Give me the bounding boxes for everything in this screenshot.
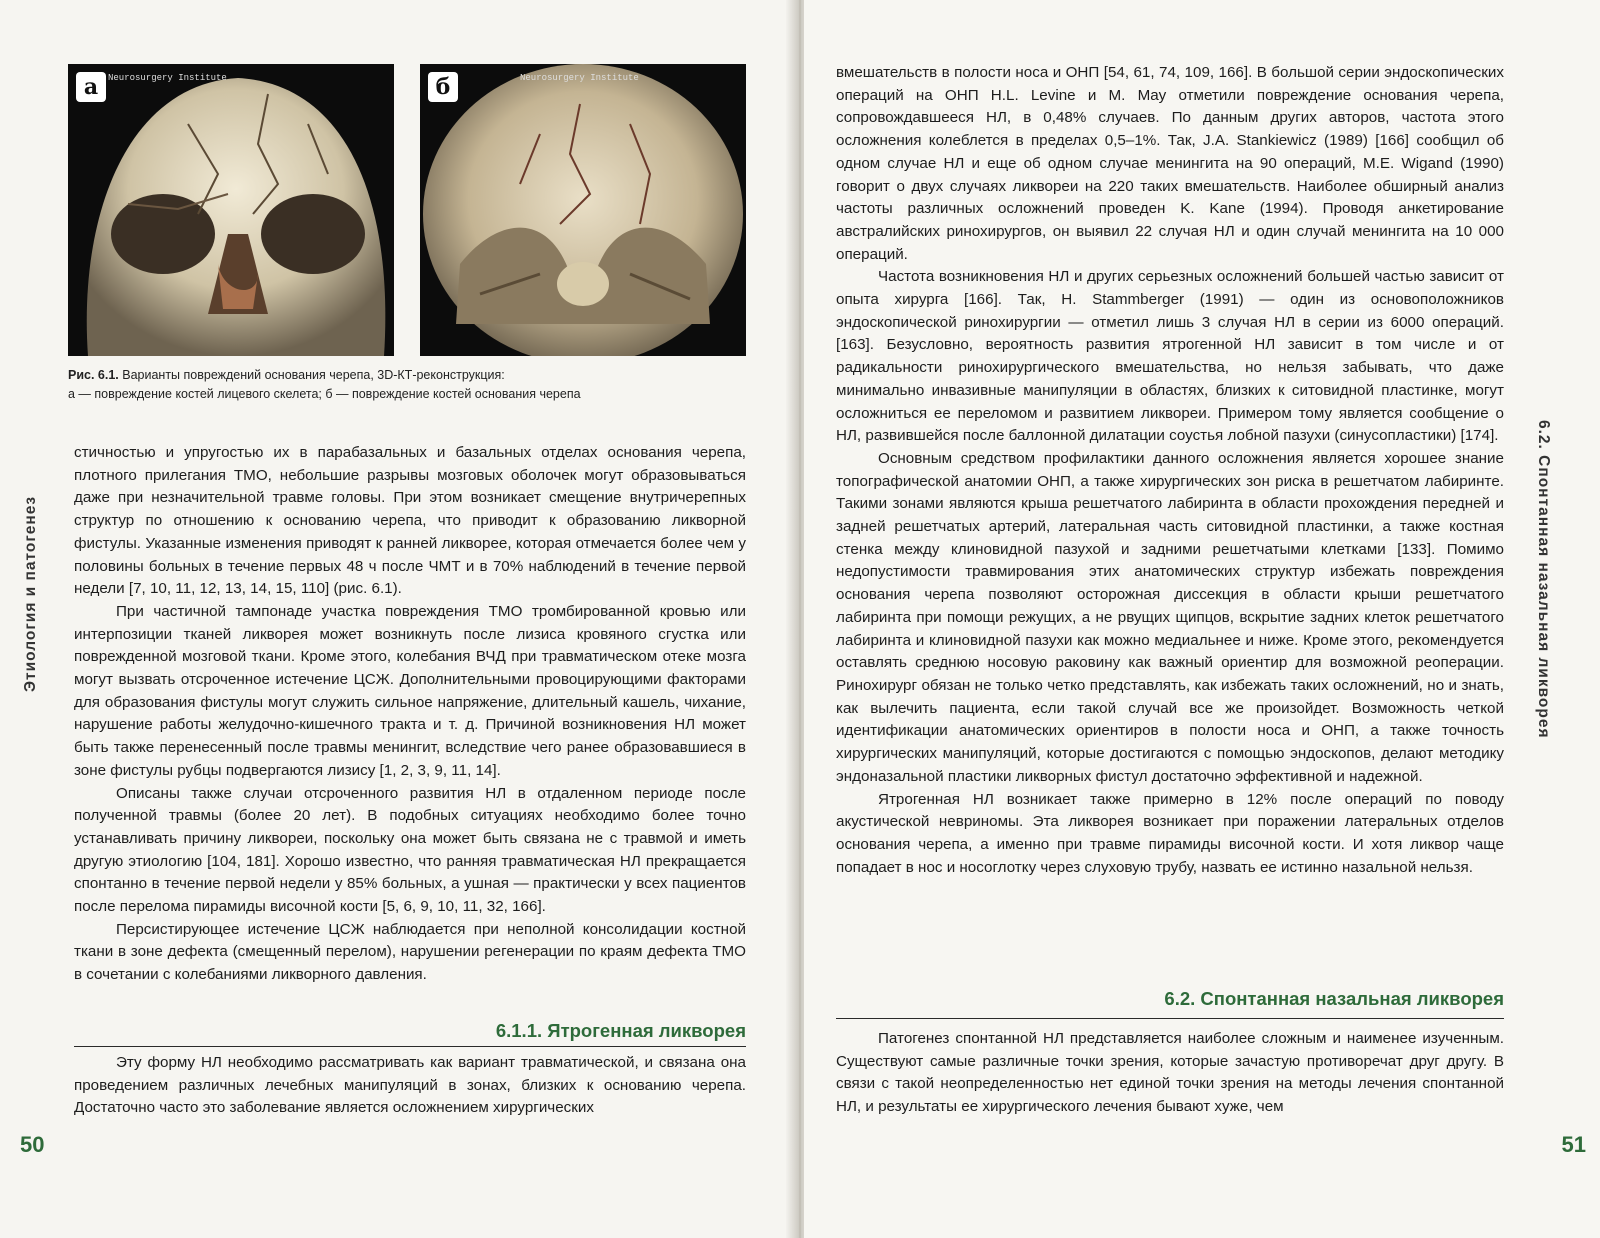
paragraph: Патогенез спонтанной НЛ представляется наиболее сложным и наименее изученным. Существуют самые различные точки зрения, которые зачастую противоречат друг другу. В связи с такой неопределенностью нет единой точки зрения на методы лечения спонтанной НЛ, и результаты ее хирургического лечения бывают хуже, чем	[836, 1030, 1504, 1116]
left-page	[0, 0, 796, 1238]
paragraph: При частичной тампонаде участка повреждения ТМО тромбированной кровью или интерпозиции тканей ликворея может возникнуть после лизиса кровяного сгустка или поврежденной мозговой ткани. Кроме этого, колебания ВЧД при травматическом отеке мозга могут вызвать отсроченное истечение ЦСЖ. Дополнительными провоцирующими факторами для образования фистулы могут служить сильное напряжение, длительный кашель, чихание, нарушение работы желудочно-кишечного тракта и т. д. Причиной возникновения НЛ может быть также перенесенный после травмы менингит, вследствие чего ранее образовавшиеся в зоне фистулы рубцы подвергаются лизису [1, 2, 3, 9, 11, 14].	[74, 602, 746, 779]
right-page	[804, 0, 1600, 1238]
panel-label-a: а	[76, 72, 106, 102]
paragraph: Эту форму НЛ необходимо рассматривать как вариант травматической, и связана она проведением различных лечебных манипуляций в зонах, близких к основанию черепа. Достаточно часто это заболевание является осложнением хирургических	[74, 1054, 746, 1117]
left-body-text	[74, 442, 746, 987]
ct-image-facial-skeleton	[68, 64, 394, 356]
running-side-title-right: 6.2. Спонтанная назальная ликворея	[1535, 420, 1552, 739]
paragraph: стичностью и упругостью их в парабазальных и базальных отделах основания черепа, плотного прилегания ТМО, небольшие разрывы мозговых оболочек могут образовываться даже при незначительной травме головы. При этом возникает смещение внутричерепных структур по отношению к основанию черепа, что приводит к образованию ликворной фистулы. Указанные изменения приводят к ранней ликворее, которая отмечается более чем у половины больных в течение первых 48 ч после ЧМТ и в 70% наблюдений в течение первой недели [7, 10, 11, 12, 13, 14, 15, 110] (рис. 6.1).	[74, 444, 746, 598]
paragraph: Частота возникновения НЛ и других серьезных осложнений большей частью зависит от опыта хирурга [166]. Так, H. Stammberger (1991) — один из основоположников эндоскопической ринохирургии — отметил лишь 3 случая НЛ в серии из 6000 операций. [163]. Безусловно, вероятность развития ятрогенной НЛ зависит в том числе и от радикальности ринохирургического вмешательства, но нельзя забывать, что даже минимально инвазивные манипуляции в областях, близких к ситовидной пластинке, могут осложниться ее переломом и развитием ликвореи. Примером тому является сообщение о НЛ, развившейся после баллонной дилатации соустья лобной пазухи (синусопластики) [174].	[836, 268, 1504, 445]
figure-caption	[68, 366, 748, 404]
caption-label: Рис. 6.1.	[68, 368, 119, 382]
section-heading-6-1-1: 6.1.1. Ятрогенная ликворея	[495, 1020, 746, 1041]
section-heading-6-2: 6.2. Спонтанная назальная ликворея	[1164, 988, 1504, 1009]
page-number-right: 51	[1561, 1132, 1586, 1157]
paragraph: Описаны также случаи отсроченного развития НЛ в отдаленном периоде после полученной травмы (более 20 лет). В подобных ситуациях необходимо более точно устанавливать причину ликвореи, поскольку она может быть связана не с травмой и иметь другую этиологию [104, 181]. Хорошо известно, что ранняя травматическая НЛ прекращается спонтанно в течение первой недели у 85% больных, а ушная — практически у всех пациентов после перелома пирамиды височной кости [5, 6, 9, 10, 11, 32, 166].	[74, 784, 746, 916]
svg-text:Neurosurgery Institute: Neurosurgery Institute	[520, 73, 639, 83]
right-body-text-2	[836, 1028, 1504, 1119]
ct-image-skull-base	[420, 64, 746, 356]
heading-rule	[74, 1046, 746, 1047]
paragraph: Персистирующее истечение ЦСЖ наблюдается при неполной консолидации костной ткани в зоне дефекта (смещенный перелом), нарушении регенерации по краям дефекта ТМО в сочетании с колебаниями ликворного давления.	[74, 920, 746, 984]
paragraph: вмешательств в полости носа и ОНП [54, 61, 74, 109, 166]. В большой серии эндоскопических операций на ОНП H.L. Levine и M. May отметили повреждение основания черепа, сопровождавшееся НЛ, в 0,48% случаев. По данным других авторов, частота этого осложнения колеблется в пределах 0,5–1%. Так, J.A. Stankiewicz (1989) [166] сообщил об одном случае НЛ и еще об одном случае менингита на 90 операций, M.E. Wigand (1990) говорит о двух случаях ликвореи на 220 таких вмешательств. Наиболее обширный анализ частоты различных осложнений проведен K. Kane (1994). Проводя анкетирование австралийских ринохирургов, он выявил 22 случая НЛ и один случай менингита на 10 000 операций.	[836, 64, 1504, 263]
page-number-left: 50	[20, 1132, 45, 1157]
caption-text: Варианты повреждений основания черепа, 3D-КТ-реконструкция:	[118, 368, 505, 382]
paragraph: Основным средством профилактики данного осложнения является хорошее знание топографической анатомии ОНП, а также хирургических зон риска в решетчатом лабиринте. Такими зонами являются крыша решетчатого лабиринта в области прохождения передней и задней решетчатых артерий, латеральная часть ситовидной пластинки, а также костная стенка между клиновидной пазухой и задними решетчатыми клетками [133]. Помимо недопустимости травмирования этих анатомических структур избежать повреждения основания черепа позволяют осторожная диссекция в области крыши решетчатого лабиринта при помощи режущих, а не рвущих щипцов, вскрытие задних клеток решетчатого лабиринта и клиновидной пазухи как можно медиальнее и ниже. Кроме этого, рекомендуется оставлять среднюю носовую раковину как важный ориентир для возможной реоперации. Ринохирург обязан не только четко представлять, как избежать таких осложнений, но и знать, как вылечить пациента, если такой случай все же произойдет. Возможность четкой идентификации анатомических ориентиров в полости носа и ОНП, а также точность хирургических манипуляций, которые достигаются с помощью эндоскопов, делают методику эндоназальной пластики ликворных фистул достаточно эффективной и надежной.	[836, 449, 1504, 785]
paragraph: Ятрогенная НЛ возникает также примерно в 12% после операций по поводу акустической невриномы. Эта ликворея возникает при поражении латеральных отделов основания черепа, а именно при травме пирамиды височной кости. И хотя ликвор чаще попадает в нос и носоглотку через слуховую трубу, назвать ее истинно назальной нельзя.	[836, 790, 1504, 876]
panel-label-b: б	[428, 72, 458, 102]
heading-rule	[836, 1018, 1504, 1019]
caption-line-2: а — повреждение костей лицевого скелета; б — повреждение костей основания черепа	[68, 387, 581, 401]
left-body-text-2	[74, 1052, 746, 1120]
right-body-text	[836, 62, 1504, 879]
running-side-title-left: Этиология и патогенез	[22, 495, 39, 692]
svg-text:Neurosurgery Institute: Neurosurgery Institute	[108, 73, 227, 83]
